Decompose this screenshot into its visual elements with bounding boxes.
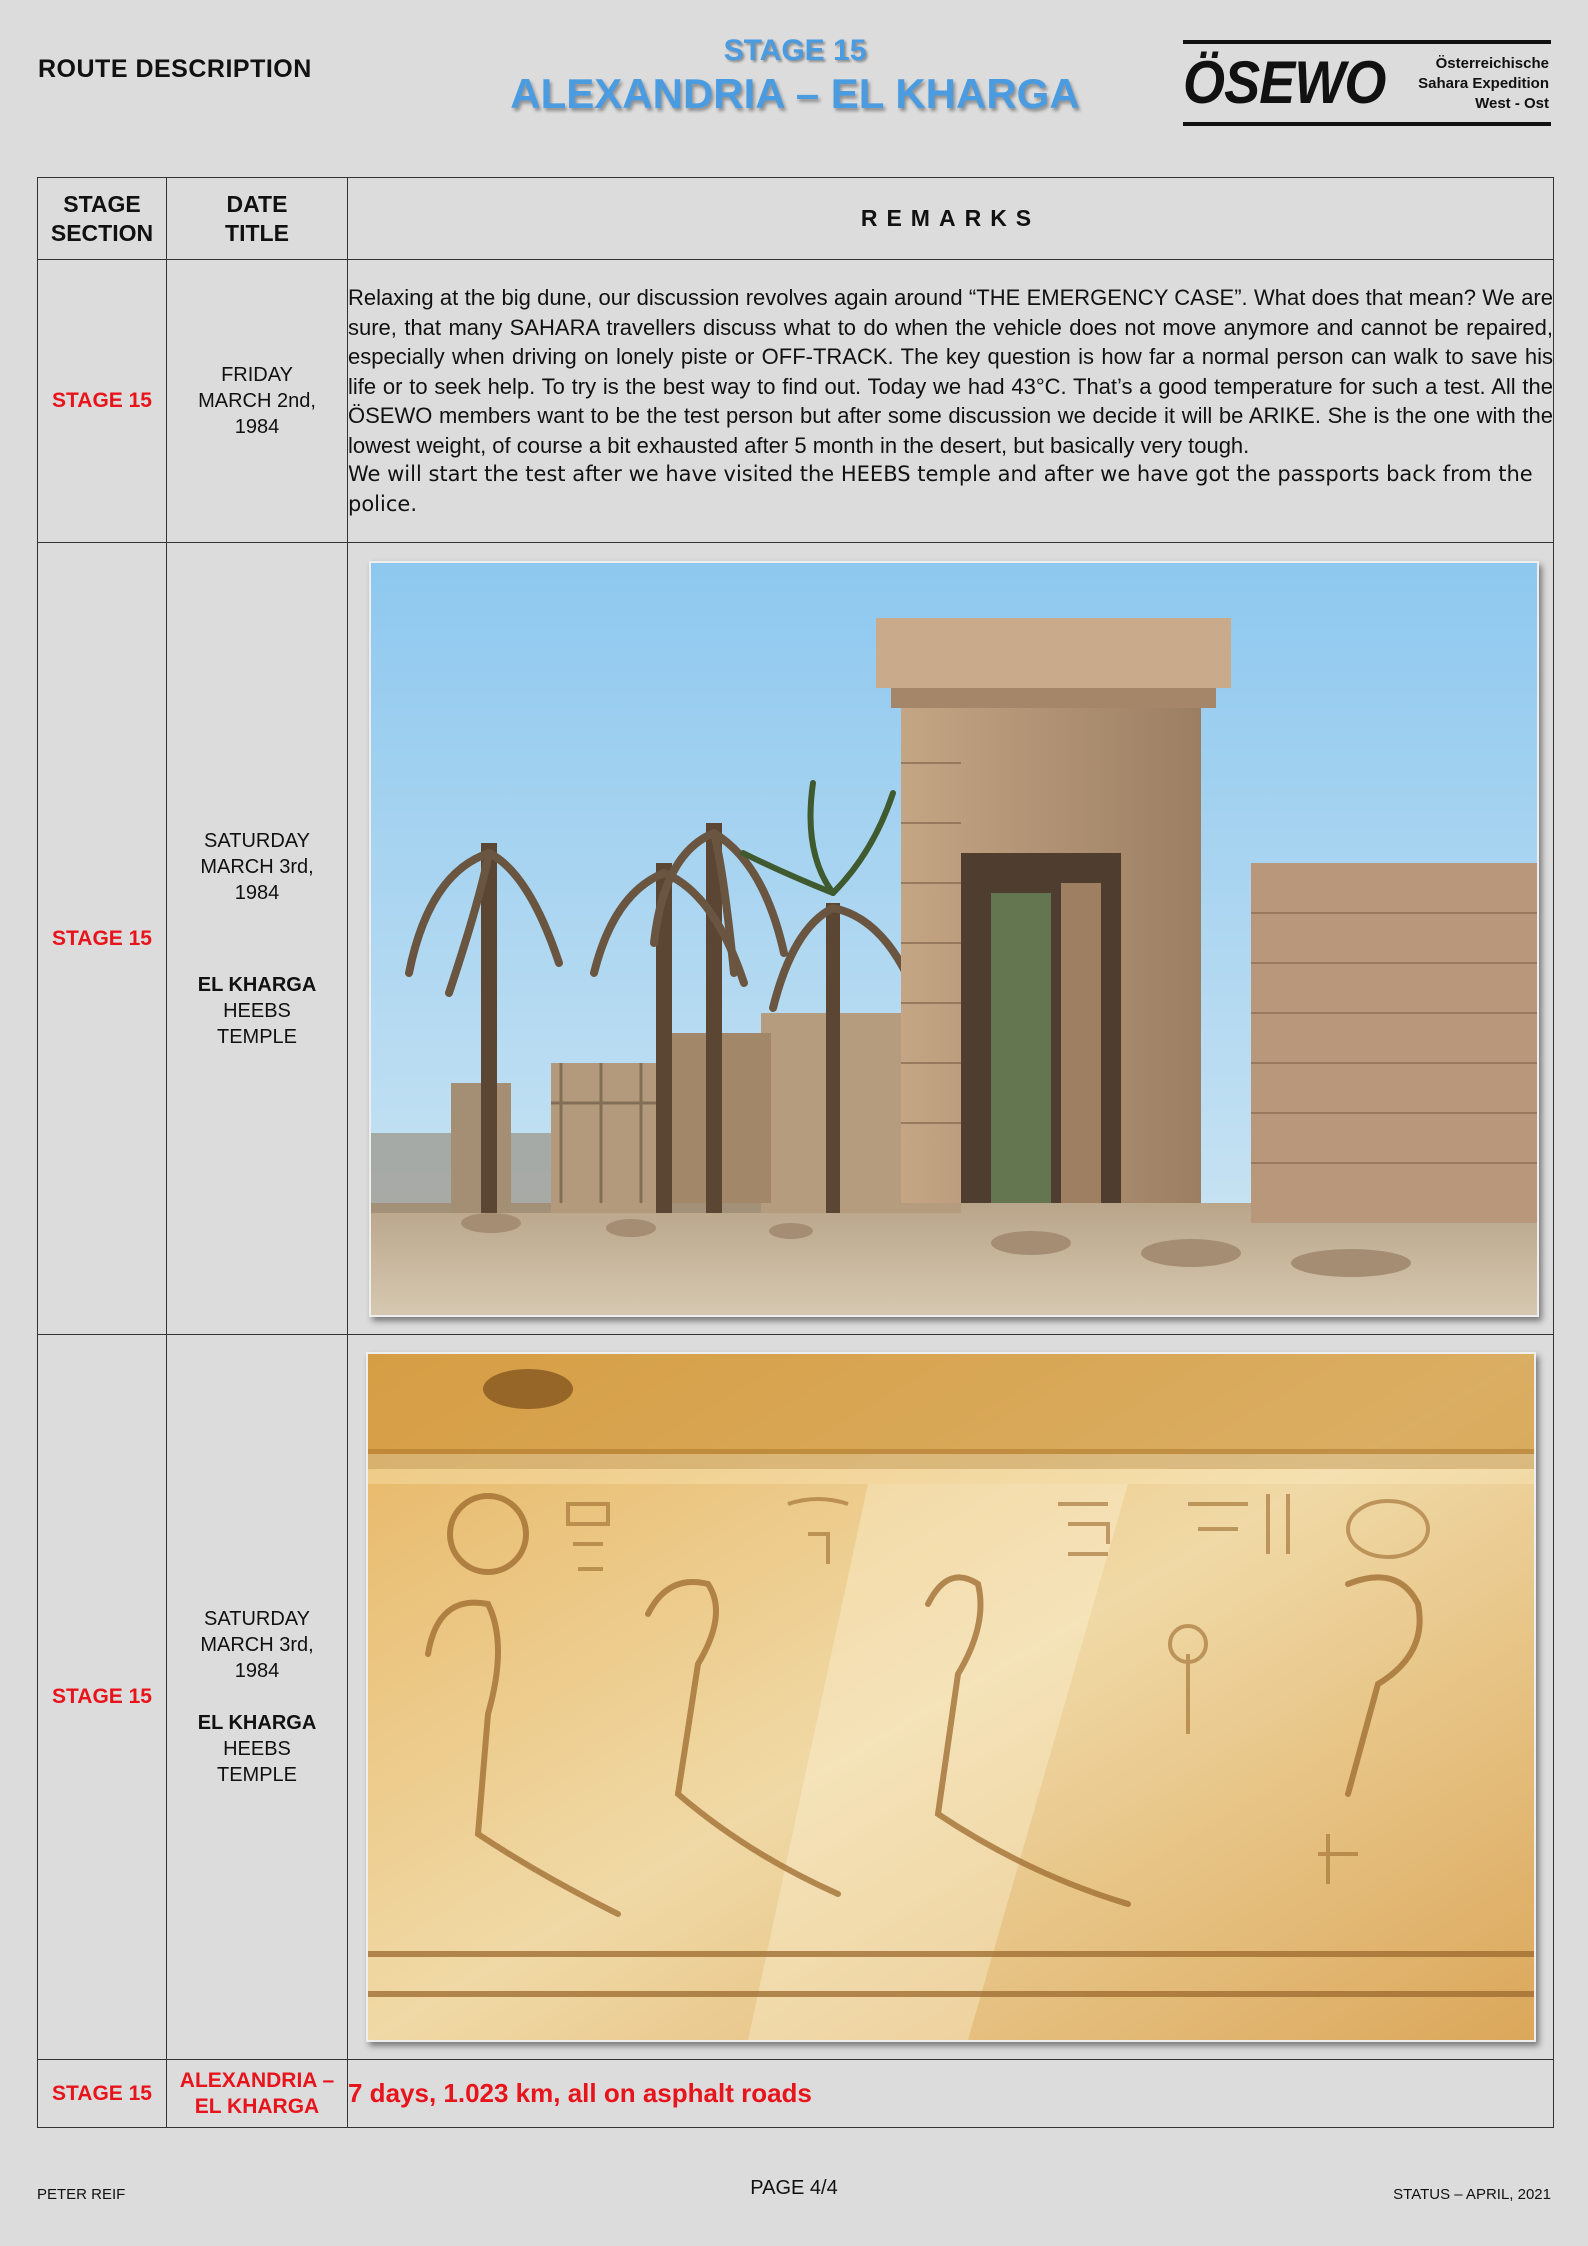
place-line: HEEBS: [223, 1738, 291, 1760]
title-block: [400, 34, 1190, 118]
table-row: [38, 260, 1554, 543]
footer-author: PETER REIF: [37, 2186, 126, 2203]
header-line: DATE: [226, 190, 288, 217]
remarks-cell: [348, 260, 1554, 543]
logo-subtitle: [1418, 54, 1549, 114]
table-row: [38, 2060, 1554, 2128]
date-cell: [167, 260, 348, 543]
remark-paragraph: Relaxing at the big dune, our discussion revolves again around “THE EMERGENCY CASE”. What does that mean? We are sure, that many SAHARA travellers discuss what to do when the vehicle does not move anymore and cannot be repaired, especially when driving on lonely piste or OFF-TRACK. The key question is how far a normal person can walk to save his life or to seek help. To try is the best way to find out. Today we had 43°C. That’s a good temperature for such a test. All the ÖSEWO members want to be the test person but after some discussion we decide it will be ARIKE. She is the one with the lowest weight, of course a bit exhausted after 5 month in the desert, but basically very tough.: [348, 285, 1553, 458]
date-title-header: [167, 178, 348, 260]
place-line: TEMPLE: [216, 1764, 298, 1786]
photo-cell: [348, 1335, 1554, 2060]
date-line: FRIDAY: [221, 364, 293, 386]
stage-cell: STAGE 15: [38, 260, 167, 543]
remark-paragraph: We will start the test after we have visited the HEEBS temple and after we have got the passports back from the police.: [348, 462, 1533, 516]
logo-subtitle-line: Sahara Expedition: [1418, 75, 1549, 92]
stage-cell: STAGE 15: [38, 2060, 167, 2128]
photo-cell: [348, 543, 1554, 1335]
stage-section-header: [38, 178, 167, 260]
table-row: [38, 543, 1554, 1335]
footer-page-number: PAGE 4/4: [750, 2177, 838, 2199]
logo-subtitle-line: Österreichische: [1435, 55, 1549, 72]
hieroglyph-relief-photo: [366, 1352, 1536, 2042]
date-line: 1984: [234, 416, 280, 438]
summary-cell: 7 days, 1.023 km, all on asphalt roads: [348, 2060, 1554, 2128]
osewo-logo: [1183, 40, 1551, 126]
route-line: ALEXANDRIA –: [179, 2068, 335, 2092]
table-header-row: [38, 178, 1554, 260]
header-line: TITLE: [225, 219, 289, 246]
date-cell: [167, 1335, 348, 2060]
date-cell: [167, 543, 348, 1335]
date-line: 1984: [234, 1660, 280, 1682]
route-line: EL KHARGA: [194, 2094, 320, 2118]
place-line: HEEBS: [223, 999, 291, 1022]
place-line: TEMPLE: [216, 1025, 298, 1048]
date-line: 1984: [234, 881, 280, 904]
stage-title: STAGE 15: [723, 34, 867, 67]
stage-cell: STAGE 15: [38, 1335, 167, 2060]
header-line: STAGE: [63, 190, 141, 217]
date-line: MARCH 3rd,: [200, 855, 314, 878]
route-table: [37, 177, 1554, 2128]
route-cell: [167, 2060, 348, 2128]
date-line: MARCH 2nd,: [198, 390, 316, 412]
place-name: EL KHARGA: [197, 1712, 317, 1734]
remarks-header: REMARKS: [348, 178, 1554, 260]
date-line: SATURDAY: [204, 1608, 310, 1630]
place-name: EL KHARGA: [197, 973, 317, 996]
date-line: SATURDAY: [204, 829, 310, 852]
page-title: ALEXANDRIA – EL KHARGA: [510, 70, 1080, 117]
route-description-label: ROUTE DESCRIPTION: [38, 55, 312, 83]
table-row: [38, 1335, 1554, 2060]
stage-cell: STAGE 15: [38, 543, 167, 1335]
logo-subtitle-line: West - Ost: [1475, 95, 1549, 112]
date-line: MARCH 3rd,: [200, 1634, 314, 1656]
header-line: SECTION: [50, 219, 154, 246]
temple-photo: [369, 561, 1539, 1317]
logo-wordmark: ÖSEWO: [1183, 49, 1386, 116]
footer-status: STATUS – APRIL, 2021: [1393, 2186, 1551, 2203]
